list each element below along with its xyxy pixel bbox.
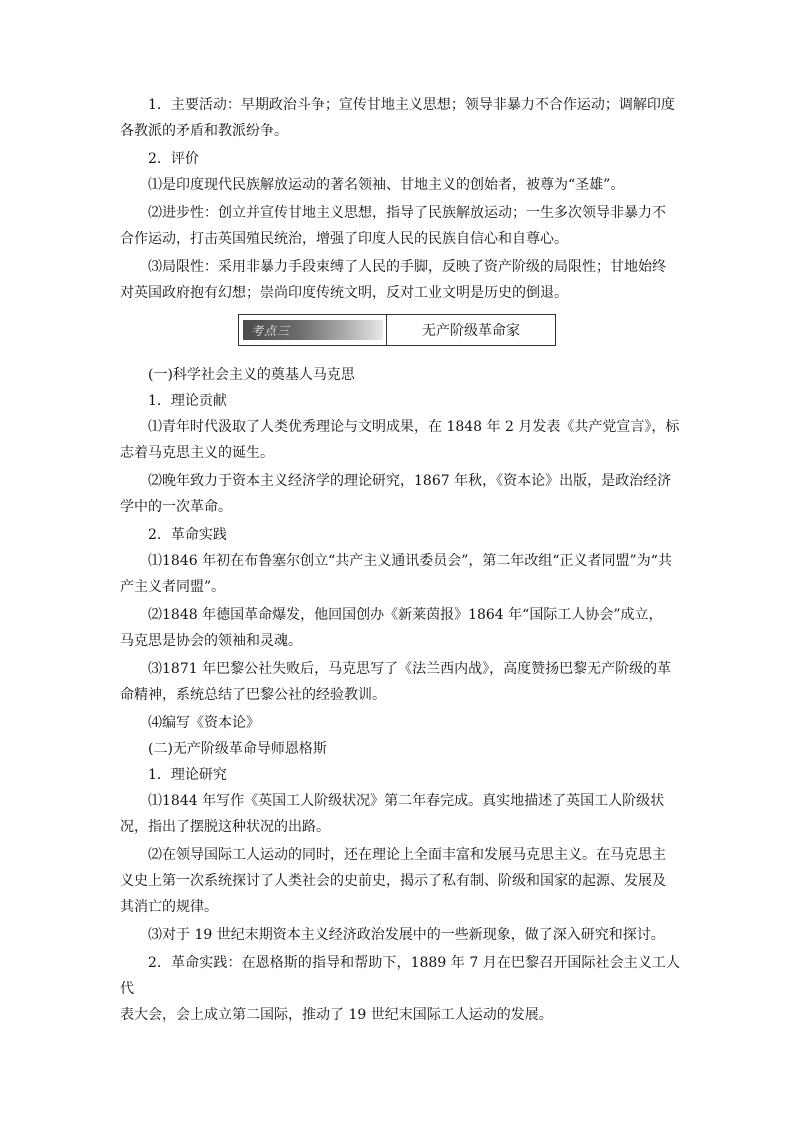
marx-practice-2-line-2: 马克思是协会的领袖和灵魂。 [120,633,302,649]
marx-practice-3-line-2: 命精神，系统总结了巴黎公社的经验教训。 [120,687,386,703]
marx-theory-1-line-1: ⑴青年时代汲取了人类优秀理论与文明成果，在 1848 年 2 月发表《共产党宣言》，标 [148,419,680,435]
marx-practice-1-line-2: 产主义者同盟”。 [120,579,226,595]
marx-practice-1-line-1: ⑴1846 年初在布鲁塞尔创立“共产主义通讯委员会”，第二年改组“正义者同盟”为“共 [148,553,672,569]
limitation-line-2: 对英国政府抱有幻想；崇尚印度传统文明，反对工业文明是历史的倒退。 [120,285,568,301]
engels-theory-2-line-3: 其消亡的规律。 [120,899,218,915]
progressive-line-2: 合作运动，打击英国殖民统治，增强了印度人民的民族自信心和自尊心。 [120,231,568,247]
evaluation-point-1: ⑴是印度现代民族解放运动的著名领袖、甘地主义的创始者，被尊为“圣雄”。 [148,177,625,193]
engels-theory-2-line-1: ⑵在领导国际工人运动的同时，还在理论上全面丰富和发展马克思主义。在马克思主 [148,847,666,863]
activity-line-2: 各教派的矛盾和教派纷争。 [120,123,288,139]
marx-theory-2-line-1: ⑵晚年致力于资本主义经济学的理论研究，1867 年秋，《资本论》出版，是政治经济 [148,473,672,489]
topic-badge-cell [239,315,387,345]
document-page [120,92,680,1028]
limitation-line-1: ⑶局限性：采用非暴力手段束缚了人民的手脚，反映了资产阶级的局限性；甘地始终 [148,259,666,275]
activity-line-1: 1．主要活动：早期政治斗争；宣传甘地主义思想；领导非暴力不合作运动；调解印度 [148,97,675,113]
engels-theory-1-line-2: 况，指出了摆脱这种状况的出路。 [120,819,330,835]
topic-badge: 考点三 [243,320,383,340]
engels-theory-3: ⑶对于 19 世纪末期资本主义经济政治发展中的一些新现象，做了深入研究和探讨。 [148,927,665,943]
marx-practice-2-line-1: ⑵1848 年德国革命爆发，他回国创办《新莱茵报》1864 年“国际工人协会”成立， [148,607,663,623]
engels-practice-line-1: 2．革命实践：在恩格斯的指导和帮助下，1889 年 7 月在巴黎召开国际社会主义工人代 [120,955,680,997]
engels-section-heading: (二)无产阶级革命导师恩格斯 [148,741,327,757]
marx-section-heading: (一)科学社会主义的奠基人马克思 [148,367,355,383]
topic-header-table [238,314,556,346]
engels-theory-2-line-2: 义史上第一次系统探讨了人类社会的史前史，揭示了私有制、阶级和国家的起源、发展及 [120,873,666,889]
engels-practice-line-2: 表大会，会上成立第二国际，推动了 19 世纪末国际工人运动的发展。 [120,1007,553,1023]
topic-title: 无产阶级革命家 [422,323,520,339]
marx-practice-3-line-1: ⑶1871 年巴黎公社失败后，马克思写了《法兰西内战》，高度赞扬巴黎无产阶级的革 [148,661,672,677]
evaluation-heading: 2．评价 [148,151,199,167]
marx-practice-heading: 2．革命实践 [148,527,227,543]
marx-theory-2-line-2: 学中的一次革命。 [120,499,232,515]
engels-theory-heading: 1．理论研究 [148,767,227,783]
marx-theory-heading: 1．理论贡献 [148,393,227,409]
engels-theory-1-line-1: ⑴1844 年写作《英国工人阶级状况》第二年春完成。真实地描述了英国工人阶级状 [148,793,665,809]
progressive-line-1: ⑵进步性：创立并宣传甘地主义思想，指导了民族解放运动；一生多次领导非暴力不 [148,205,666,221]
marx-theory-1-line-2: 志着马克思主义的诞生。 [120,445,274,461]
marx-practice-4: ⑷编写《资本论》 [148,715,260,731]
